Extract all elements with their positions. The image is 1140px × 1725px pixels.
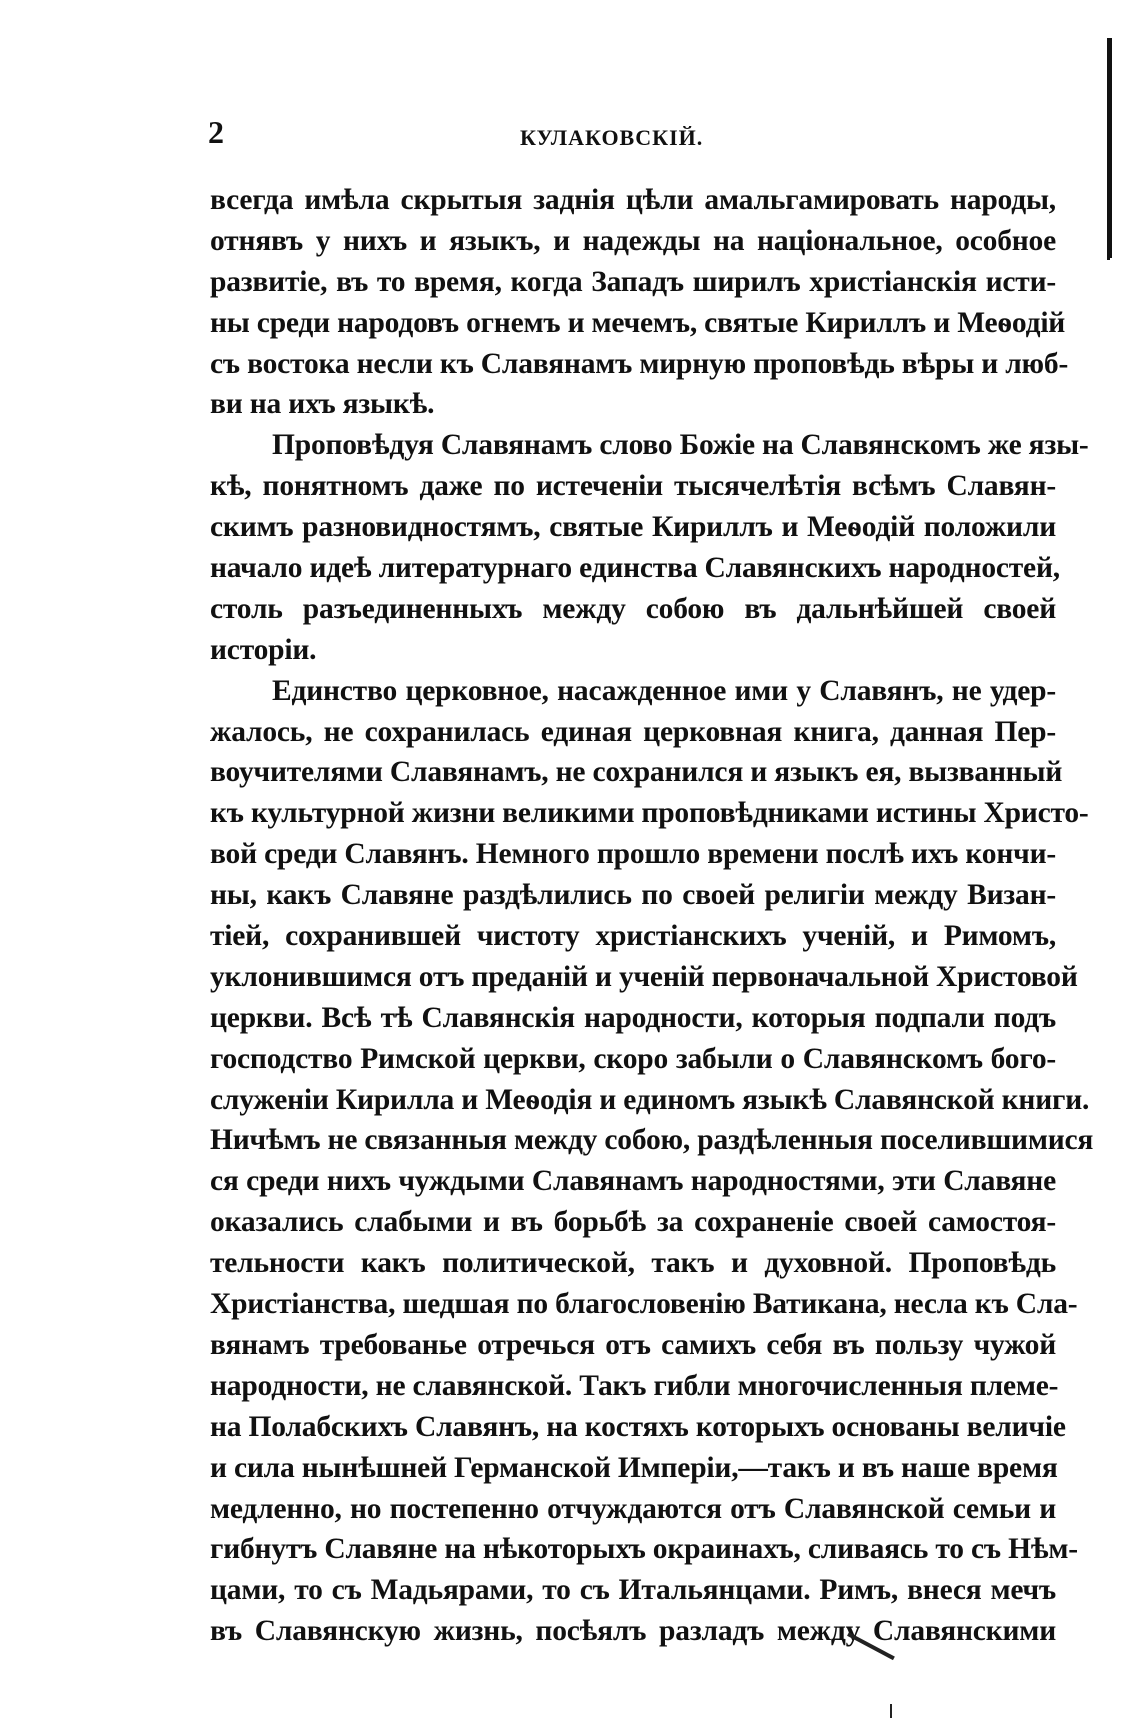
text-line: народности, не славянской. Такъ гибли многочисленныя племе- — [210, 1369, 1059, 1402]
text-line: всегда имѣла скрытыя заднія цѣли амальгамировать народы, — [210, 184, 1056, 216]
text-line: съ востока несли къ Славянамъ мирную проповѣдь вѣры и люб- — [210, 347, 1069, 380]
text-line: служеніи Кирилла и Меѳодія и единомъ языкѣ Славянской книги. — [210, 1083, 1090, 1116]
paragraph-start-line: Единство церковное, насажденное ими у Славянъ, не удер- — [272, 674, 1056, 707]
text-line: къ культурной жизни великими проповѣдниками истины Христо- — [210, 797, 1089, 830]
text-line: Христіанства, шедшая по благословенію Ватикана, несла къ Сла- — [210, 1288, 1078, 1321]
text-line: ся среди нихъ чуждыми Славянамъ народностями, эти Славяне — [210, 1165, 1056, 1198]
text-line: ны среди народовъ огнемъ и мечемъ, святые Кириллъ и Меѳодій — [210, 306, 1066, 339]
running-head: КУЛАКОВСКІЙ. — [520, 125, 704, 150]
page-number: 2 — [208, 114, 224, 150]
scan-artifact-dot — [890, 1704, 892, 1718]
text-line: цами, то съ Мадьярами, то съ Итальянцами. Римъ, внеся мечъ — [210, 1574, 1056, 1607]
text-line: гибнутъ Славяне на нѣкоторыхъ окраинахъ, сливаясь то съ Нѣм- — [210, 1533, 1078, 1566]
text-line: господство Римской церкви, скоро забыли о Славянскомъ бого- — [210, 1042, 1056, 1075]
text-line: отнявъ у нихъ и языкъ, и надежды на національное, особное — [210, 224, 1056, 257]
text-line: Ничѣмъ не связанныя между собою, раздѣленныя поселившимися — [210, 1124, 1094, 1157]
text-line: уклонившимся отъ преданій и ученій первоначальной Христовой — [210, 960, 1078, 993]
text-line: вянамъ требованье отречься отъ самихъ себя въ пользу чужой — [210, 1328, 1056, 1361]
text-line: кѣ, понятномъ даже по истеченіи тысячелѣтія всѣмъ Славян- — [210, 470, 1056, 503]
text-line: въ Славянскую жизнь, посѣялъ разладъ между Славянскими — [210, 1615, 1056, 1648]
text-line: начало идеѣ литературнаго единства Славянскихъ народностей, — [210, 552, 1060, 585]
text-line: воучителями Славянамъ, не сохранился и языкъ ея, вызванный — [210, 756, 1063, 789]
text-line: ви на ихъ языкѣ. — [210, 388, 435, 421]
text-line: ны, какъ Славяне раздѣлились по своей религіи между Визан- — [210, 879, 1056, 912]
text-line: тіей, сохранившей чистоту христіанскихъ ученій, и Римомъ, — [210, 920, 1056, 953]
text-line: на Полабскихъ Славянъ, на костяхъ которыхъ основаны величіе — [210, 1410, 1066, 1443]
text-line: вой среди Славянъ. Немного прошло времени послѣ ихъ кончи- — [210, 838, 1056, 871]
paragraph-start-line: Проповѣдуя Славянамъ слово Божіе на Славянскомъ же язы- — [272, 429, 1089, 462]
text-line: исторіи. — [210, 633, 317, 666]
text-line: жалось, не сохранилась единая церковная книга, данная Пер- — [210, 715, 1056, 748]
text-line: и сила нынѣшней Германской Имперіи,—такъ и въ наше время — [210, 1451, 1058, 1484]
text-line: церкви. Всѣ тѣ Славянскія народности, которыя подпали подъ — [210, 1001, 1056, 1034]
text-line: скимъ разновидностямъ, святые Кириллъ и Меѳодій положили — [210, 511, 1056, 544]
text-line: тельности какъ политической, такъ и духовной. Проповѣдь — [210, 1247, 1056, 1280]
text-line: развитіе, въ то время, когда Западъ ширилъ христіанскія исти- — [210, 265, 1056, 298]
text-line: оказались слабыми и въ борьбѣ за сохраненіе своей самостоя- — [210, 1206, 1056, 1239]
text-line: медленно, но постепенно отчуждаются отъ Славянской семьи и — [210, 1492, 1056, 1525]
body-text — [210, 180, 1094, 1652]
scan-edge-mark-secondary — [1107, 160, 1110, 260]
text-line: столь разъединенныхъ между собою въ дальнѣйшей своей — [210, 592, 1056, 625]
